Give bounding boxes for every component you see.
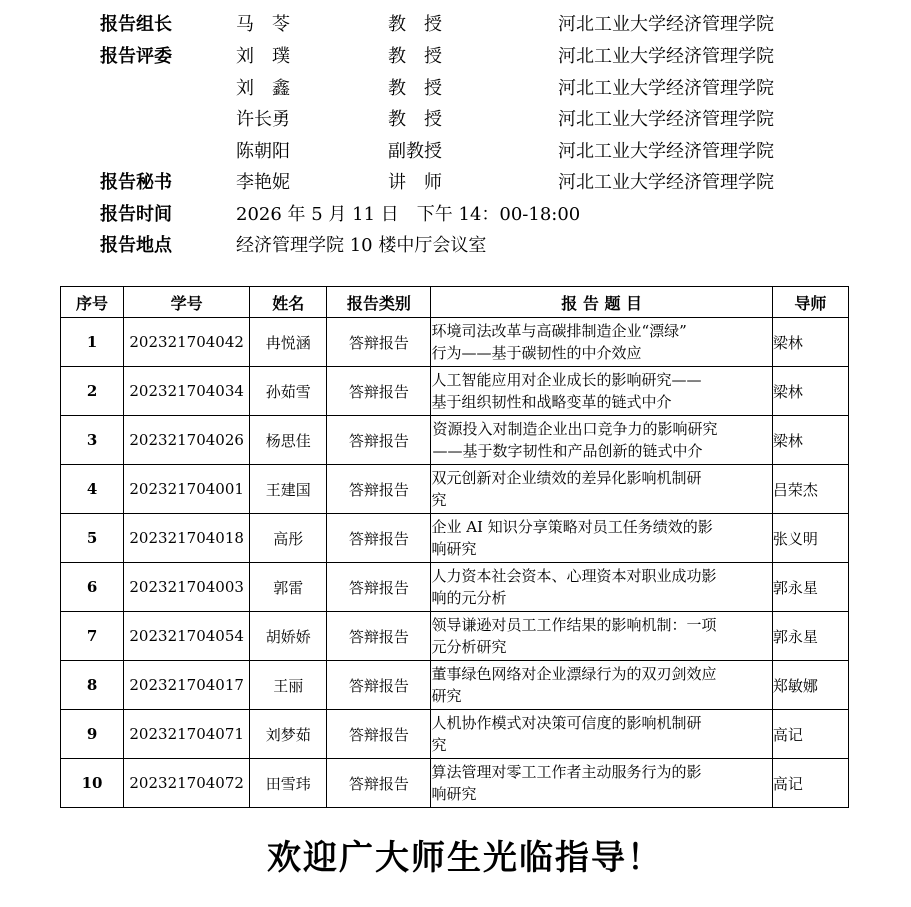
row-advisor: 高记 xyxy=(772,759,848,808)
row-type: 答辩报告 xyxy=(327,318,431,367)
member-title: 教 授 xyxy=(388,14,442,35)
table-row xyxy=(61,318,849,367)
row-id: 202321704042 xyxy=(124,318,250,367)
row-no: 9 xyxy=(61,710,124,759)
member-org: 河北工业大学经济管理学院 xyxy=(558,14,774,35)
topic-line: 基于组织韧性和战略变革的链式中介 xyxy=(431,393,672,411)
location-value: 经济管理学院 10 楼中厅会议室 xyxy=(236,235,487,256)
row-topic xyxy=(431,318,772,367)
row-topic xyxy=(431,759,772,808)
row-name: 孙茹雪 xyxy=(250,367,327,416)
row-type: 答辩报告 xyxy=(327,759,431,808)
member-org: 河北工业大学经济管理学院 xyxy=(558,109,774,130)
row-id: 202321704026 xyxy=(124,416,250,465)
member-name: 陈朝阳 xyxy=(236,141,290,162)
committee-row-judge xyxy=(0,136,911,168)
table-row xyxy=(61,514,849,563)
welcome-message: 欢迎广大师生光临指导！ xyxy=(267,838,663,878)
row-advisor: 梁林 xyxy=(772,416,848,465)
committee-row-judge xyxy=(0,41,911,73)
row-id: 202321704017 xyxy=(124,661,250,710)
member-name: 刘 鑫 xyxy=(236,78,290,99)
row-no: 2 xyxy=(61,367,124,416)
row-type: 答辩报告 xyxy=(327,563,431,612)
row-id: 202321704072 xyxy=(124,759,250,808)
secretary-label: 报告秘书 xyxy=(100,172,172,193)
topic-line: ——基于数字韧性和产品创新的链式中介 xyxy=(432,442,703,460)
topic-line: 响的元分析 xyxy=(431,589,507,607)
row-no: 5 xyxy=(61,514,124,563)
table-row xyxy=(61,612,849,661)
location-label: 报告地点 xyxy=(100,235,172,256)
row-advisor: 郭永星 xyxy=(772,612,848,661)
row-name: 刘梦茹 xyxy=(250,710,327,759)
committee-row-secretary xyxy=(0,167,911,199)
row-no: 8 xyxy=(61,661,124,710)
row-type: 答辩报告 xyxy=(327,514,431,563)
topic-line: 环境司法改革与高碳排制造企业“漂绿” xyxy=(431,322,687,340)
time-row xyxy=(0,199,911,231)
row-topic xyxy=(431,465,772,514)
row-topic xyxy=(431,563,772,612)
row-id: 202321704018 xyxy=(124,514,250,563)
topic-line: 领导谦逊对员工工作结果的影响机制：一项 xyxy=(431,616,717,634)
member-name: 李艳妮 xyxy=(236,172,290,193)
row-type: 答辩报告 xyxy=(327,710,431,759)
header-advisor: 导师 xyxy=(772,287,848,318)
row-topic xyxy=(431,612,772,661)
row-type: 答辩报告 xyxy=(327,661,431,710)
header-no: 序号 xyxy=(61,287,124,318)
time-value: 2026 年 5 月 11 日 下午 14：00-18:00 xyxy=(236,204,581,225)
row-id: 202321704001 xyxy=(124,465,250,514)
member-title: 讲 师 xyxy=(388,172,442,193)
row-type: 答辩报告 xyxy=(327,465,431,514)
committee-row-leader xyxy=(0,9,911,41)
row-id: 202321704071 xyxy=(124,710,250,759)
row-type: 答辩报告 xyxy=(327,367,431,416)
row-topic xyxy=(431,416,772,465)
leader-label: 报告组长 xyxy=(100,14,172,35)
topic-line: 算法管理对零工工作者主动服务行为的影 xyxy=(431,763,702,781)
row-name: 郭雷 xyxy=(250,563,327,612)
row-advisor: 梁林 xyxy=(772,367,848,416)
row-id: 202321704054 xyxy=(124,612,250,661)
row-advisor: 梁林 xyxy=(772,318,848,367)
row-no: 4 xyxy=(61,465,124,514)
location-row xyxy=(0,230,911,262)
member-title: 教 授 xyxy=(388,78,442,99)
table-row xyxy=(61,416,849,465)
topic-line: 响研究 xyxy=(431,785,477,803)
row-name: 田雪玮 xyxy=(250,759,327,808)
member-org: 河北工业大学经济管理学院 xyxy=(558,172,774,193)
row-no: 10 xyxy=(61,759,124,808)
judges-label: 报告评委 xyxy=(100,46,172,67)
table-row xyxy=(61,710,849,759)
table-row xyxy=(61,563,849,612)
table-row xyxy=(61,465,849,514)
topic-line: 人力资本社会资本、心理资本对职业成功影 xyxy=(431,567,717,585)
header-type: 报告类别 xyxy=(327,287,431,318)
member-title: 副教授 xyxy=(388,141,442,162)
committee-row-judge xyxy=(0,73,911,105)
member-title: 教 授 xyxy=(388,46,442,67)
table-header-row xyxy=(61,287,849,318)
member-org: 河北工业大学经济管理学院 xyxy=(558,46,774,67)
topic-line: 响研究 xyxy=(431,540,477,558)
topic-line: 双元创新对企业绩效的差异化影响机制研 xyxy=(431,469,702,487)
topic-line: 人工智能应用对企业成长的影响研究—— xyxy=(431,371,702,389)
row-name: 杨思佳 xyxy=(250,416,327,465)
row-name: 王丽 xyxy=(250,661,327,710)
row-id: 202321704034 xyxy=(124,367,250,416)
topic-line: 行为——基于碳韧性的中介效应 xyxy=(431,344,642,362)
table-row xyxy=(61,759,849,808)
row-advisor: 吕荣杰 xyxy=(772,465,848,514)
row-topic xyxy=(431,710,772,759)
row-advisor: 郭永星 xyxy=(772,563,848,612)
row-advisor: 张义明 xyxy=(772,514,848,563)
member-name: 马 苓 xyxy=(236,14,290,35)
topic-line: 资源投入对制造企业出口竞争力的影响研究 xyxy=(432,420,718,438)
row-type: 答辩报告 xyxy=(327,612,431,661)
header-name: 姓名 xyxy=(250,287,327,318)
member-title: 教 授 xyxy=(388,109,442,130)
member-name: 许长勇 xyxy=(236,109,290,130)
member-org: 河北工业大学经济管理学院 xyxy=(558,141,774,162)
topic-line: 元分析研究 xyxy=(431,638,507,656)
row-name: 高彤 xyxy=(250,514,327,563)
row-no: 6 xyxy=(61,563,124,612)
row-topic xyxy=(431,661,772,710)
row-name: 冉悦涵 xyxy=(250,318,327,367)
topic-line: 企业 AI 知识分享策略对员工任务绩效的影 xyxy=(431,518,713,536)
topic-line: 研究 xyxy=(431,687,462,705)
member-org: 河北工业大学经济管理学院 xyxy=(558,78,774,99)
row-name: 王建国 xyxy=(250,465,327,514)
topic-line: 人机协作模式对决策可信度的影响机制研 xyxy=(431,714,702,732)
time-label: 报告时间 xyxy=(100,204,172,225)
row-no: 1 xyxy=(61,318,124,367)
row-type: 答辩报告 xyxy=(327,416,431,465)
row-advisor: 高记 xyxy=(772,710,848,759)
topic-line: 董事绿色网络对企业漂绿行为的双刃剑效应 xyxy=(431,665,717,683)
member-name: 刘 璞 xyxy=(236,46,290,67)
row-advisor: 郑敏娜 xyxy=(772,661,848,710)
row-no: 3 xyxy=(61,416,124,465)
row-id: 202321704003 xyxy=(124,563,250,612)
table-row xyxy=(61,367,849,416)
topic-line: 究 xyxy=(431,736,447,754)
header-topic: 报 告 题 目 xyxy=(431,287,772,318)
row-name: 胡娇娇 xyxy=(250,612,327,661)
header-id: 学号 xyxy=(124,287,250,318)
table-row xyxy=(61,661,849,710)
committee-row-judge xyxy=(0,104,911,136)
schedule-table xyxy=(60,286,849,808)
row-topic xyxy=(431,367,772,416)
row-no: 7 xyxy=(61,612,124,661)
topic-line: 究 xyxy=(431,491,447,509)
row-topic xyxy=(431,514,772,563)
